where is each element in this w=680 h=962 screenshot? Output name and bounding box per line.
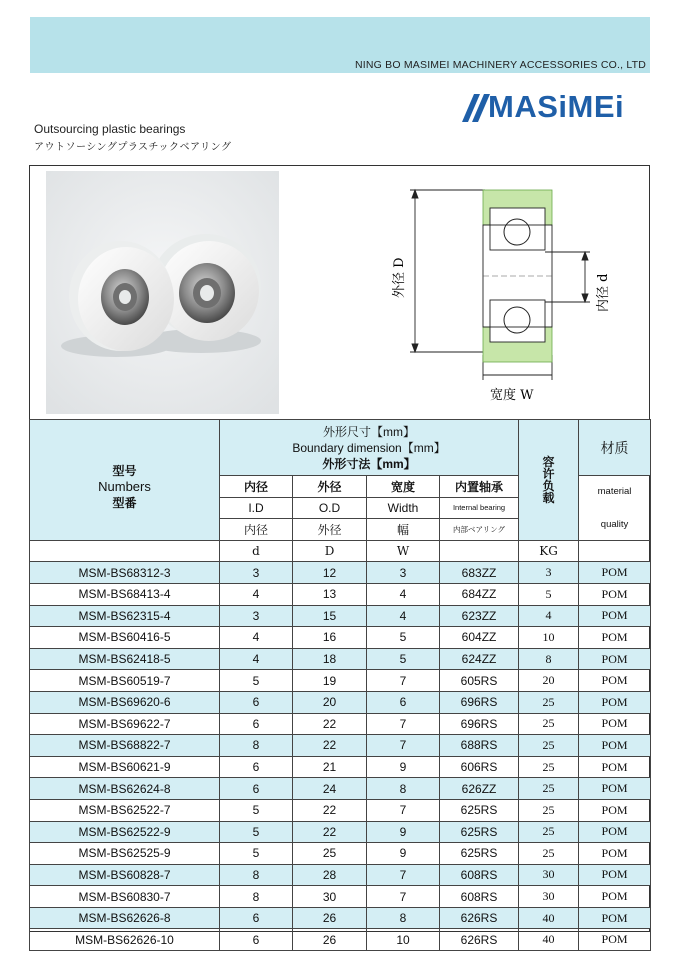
width-cell: 4 <box>367 605 440 627</box>
load-cell: 10 <box>519 627 579 649</box>
model-cell: MSM-BS69620-6 <box>30 691 220 713</box>
model-cell: MSM-BS62626-10 <box>30 929 220 951</box>
table-row <box>30 886 651 908</box>
od-cell: 12 <box>293 562 367 584</box>
bearing-cell: 683ZZ <box>440 562 519 584</box>
spec-rows <box>30 562 651 951</box>
col-width-jp: 幅 <box>367 519 440 541</box>
load-cell: 25 <box>519 778 579 800</box>
table-row <box>30 713 651 735</box>
material-cell: POM <box>579 583 651 605</box>
dimension-header: 外形尺寸【mm】 Boundary dimension【mm】 外形寸法【mm】 <box>220 420 519 476</box>
od-cell: 22 <box>293 713 367 735</box>
bearing-cell: 606RS <box>440 756 519 778</box>
bearing-cell: 626ZZ <box>440 778 519 800</box>
id-cell: 6 <box>220 778 293 800</box>
unit-cell-empty <box>30 540 220 562</box>
width-label: 宽度 W <box>490 388 534 403</box>
load-cell: 20 <box>519 670 579 692</box>
product-photo <box>46 171 279 414</box>
spec-table <box>29 419 651 951</box>
width-cell: 7 <box>367 670 440 692</box>
load-header: 容许负载 <box>519 420 579 541</box>
model-cell: MSM-BS60621-9 <box>30 756 220 778</box>
width-cell: 7 <box>367 886 440 908</box>
width-cell: 9 <box>367 821 440 843</box>
col-id-jp: 内径 <box>220 519 293 541</box>
load-cell: 25 <box>519 843 579 865</box>
width-cell: 7 <box>367 864 440 886</box>
width-cell: 10 <box>367 929 440 951</box>
col-bearing-en: Internal bearing <box>440 497 519 519</box>
page-title-jp: アウトソーシングプラスチックベアリング <box>34 142 232 153</box>
material-cell: POM <box>579 713 651 735</box>
od-cell: 15 <box>293 605 367 627</box>
id-cell: 6 <box>220 907 293 929</box>
unit-load: KG <box>519 540 579 562</box>
bearing-cell: 684ZZ <box>440 583 519 605</box>
unit-material <box>579 540 651 562</box>
id-cell: 3 <box>220 605 293 627</box>
inner-diameter-label: 内径 d <box>596 273 611 312</box>
table-row <box>30 670 651 692</box>
id-cell: 3 <box>220 562 293 584</box>
col-width-en: Width <box>367 497 440 519</box>
unit-bearing <box>440 540 519 562</box>
width-cell: 5 <box>367 648 440 670</box>
col-od-zh: 外径 <box>293 476 367 498</box>
bearing-cell: 624ZZ <box>440 648 519 670</box>
material-cell: POM <box>579 821 651 843</box>
id-cell: 5 <box>220 821 293 843</box>
table-row <box>30 778 651 800</box>
load-cell: 40 <box>519 907 579 929</box>
unit-W: W <box>367 540 440 562</box>
width-cell: 7 <box>367 735 440 757</box>
table-row <box>30 907 651 929</box>
load-cell: 30 <box>519 864 579 886</box>
table-row <box>30 648 651 670</box>
od-cell: 28 <box>293 864 367 886</box>
width-cell: 7 <box>367 799 440 821</box>
width-cell: 8 <box>367 907 440 929</box>
id-cell: 6 <box>220 713 293 735</box>
id-cell: 4 <box>220 583 293 605</box>
col-bearing-jp: 内部ベアリング <box>440 519 519 541</box>
od-cell: 19 <box>293 670 367 692</box>
table-row <box>30 756 651 778</box>
material-cell: POM <box>579 735 651 757</box>
od-cell: 25 <box>293 843 367 865</box>
material-cell: POM <box>579 778 651 800</box>
model-cell: MSM-BS68312-3 <box>30 562 220 584</box>
load-cell: 40 <box>519 929 579 951</box>
col-width-zh: 宽度 <box>367 476 440 498</box>
load-cell: 25 <box>519 799 579 821</box>
table-row <box>30 864 651 886</box>
od-cell: 16 <box>293 627 367 649</box>
material-cell: POM <box>579 907 651 929</box>
od-cell: 22 <box>293 735 367 757</box>
model-cell: MSM-BS62624-8 <box>30 778 220 800</box>
id-cell: 8 <box>220 864 293 886</box>
id-cell: 8 <box>220 886 293 908</box>
logo-text: MASiMEi <box>488 89 625 124</box>
material-header: 材质 <box>579 420 651 476</box>
width-cell: 7 <box>367 713 440 735</box>
model-header: 型号 Numbers 型番 <box>30 420 220 541</box>
model-cell: MSM-BS68413-4 <box>30 583 220 605</box>
id-cell: 4 <box>220 627 293 649</box>
id-cell: 8 <box>220 735 293 757</box>
bearing-cell: 608RS <box>440 864 519 886</box>
bearing-cell: 625RS <box>440 821 519 843</box>
model-cell: MSM-BS60830-7 <box>30 886 220 908</box>
page-title: Outsourcing plastic bearings <box>34 122 186 136</box>
table-row <box>30 562 651 584</box>
bearing-cell: 623ZZ <box>440 605 519 627</box>
model-cell: MSM-BS62522-7 <box>30 799 220 821</box>
od-cell: 22 <box>293 821 367 843</box>
bearing-cell: 626RS <box>440 907 519 929</box>
od-cell: 13 <box>293 583 367 605</box>
width-cell: 8 <box>367 778 440 800</box>
material-cell: POM <box>579 670 651 692</box>
material-cell: POM <box>579 627 651 649</box>
id-cell: 5 <box>220 670 293 692</box>
material-sub: material quality <box>579 476 651 541</box>
width-cell: 4 <box>367 583 440 605</box>
table-row <box>30 843 651 865</box>
model-cell: MSM-BS62522-9 <box>30 821 220 843</box>
id-cell: 4 <box>220 648 293 670</box>
bearing-cell: 626RS <box>440 929 519 951</box>
od-cell: 20 <box>293 691 367 713</box>
bearing-cell: 604ZZ <box>440 627 519 649</box>
table-row <box>30 799 651 821</box>
model-cell: MSM-BS62315-4 <box>30 605 220 627</box>
od-cell: 26 <box>293 907 367 929</box>
unit-d: d <box>220 540 293 562</box>
load-cell: 8 <box>519 648 579 670</box>
table-row <box>30 605 651 627</box>
od-cell: 24 <box>293 778 367 800</box>
outer-diameter-label: 外径 D <box>392 257 407 298</box>
unit-D: D <box>293 540 367 562</box>
id-cell: 5 <box>220 843 293 865</box>
load-cell: 30 <box>519 886 579 908</box>
width-cell: 9 <box>367 756 440 778</box>
load-cell: 25 <box>519 821 579 843</box>
od-cell: 26 <box>293 929 367 951</box>
width-cell: 3 <box>367 562 440 584</box>
col-bearing-zh: 内置轴承 <box>440 476 519 498</box>
load-cell: 3 <box>519 562 579 584</box>
bearing-cell: 625RS <box>440 799 519 821</box>
bearing-cell: 696RS <box>440 691 519 713</box>
od-cell: 30 <box>293 886 367 908</box>
bearing-cell: 696RS <box>440 713 519 735</box>
load-cell: 25 <box>519 735 579 757</box>
col-od-jp: 外径 <box>293 519 367 541</box>
model-cell: MSM-BS68822-7 <box>30 735 220 757</box>
material-cell: POM <box>579 691 651 713</box>
bearing-cell: 625RS <box>440 843 519 865</box>
load-cell: 4 <box>519 605 579 627</box>
model-cell: MSM-BS62626-8 <box>30 907 220 929</box>
table-row <box>30 821 651 843</box>
model-cell: MSM-BS62525-9 <box>30 843 220 865</box>
width-cell: 5 <box>367 627 440 649</box>
model-cell: MSM-BS69622-7 <box>30 713 220 735</box>
material-cell: POM <box>579 605 651 627</box>
bearing-diagram <box>385 180 635 410</box>
od-cell: 21 <box>293 756 367 778</box>
table-row <box>30 735 651 757</box>
material-cell: POM <box>579 756 651 778</box>
material-cell: POM <box>579 843 651 865</box>
width-cell: 9 <box>367 843 440 865</box>
model-cell: MSM-BS60416-5 <box>30 627 220 649</box>
table-row <box>30 583 651 605</box>
material-cell: POM <box>579 648 651 670</box>
model-cell: MSM-BS62418-5 <box>30 648 220 670</box>
material-cell: POM <box>579 886 651 908</box>
bearing-cell: 608RS <box>440 886 519 908</box>
model-cell: MSM-BS60828-7 <box>30 864 220 886</box>
id-cell: 6 <box>220 929 293 951</box>
load-cell: 5 <box>519 583 579 605</box>
table-row <box>30 929 651 951</box>
material-cell: POM <box>579 799 651 821</box>
od-cell: 18 <box>293 648 367 670</box>
id-cell: 6 <box>220 691 293 713</box>
load-cell: 25 <box>519 713 579 735</box>
material-cell: POM <box>579 929 651 951</box>
load-cell: 25 <box>519 756 579 778</box>
col-id-en: I.D <box>220 497 293 519</box>
bearing-cell: 688RS <box>440 735 519 757</box>
id-cell: 6 <box>220 756 293 778</box>
id-cell: 5 <box>220 799 293 821</box>
load-cell: 25 <box>519 691 579 713</box>
col-id-zh: 内径 <box>220 476 293 498</box>
material-cell: POM <box>579 864 651 886</box>
width-cell: 6 <box>367 691 440 713</box>
col-od-en: O.D <box>293 497 367 519</box>
company-name: NING BO MASIMEI MACHINERY ACCESSORIES CO., LTD <box>354 59 646 71</box>
bearing-cell: 605RS <box>440 670 519 692</box>
table-row <box>30 627 651 649</box>
material-cell: POM <box>579 562 651 584</box>
od-cell: 22 <box>293 799 367 821</box>
table-row <box>30 691 651 713</box>
model-cell: MSM-BS60519-7 <box>30 670 220 692</box>
bearing-photo-icon <box>46 171 279 414</box>
